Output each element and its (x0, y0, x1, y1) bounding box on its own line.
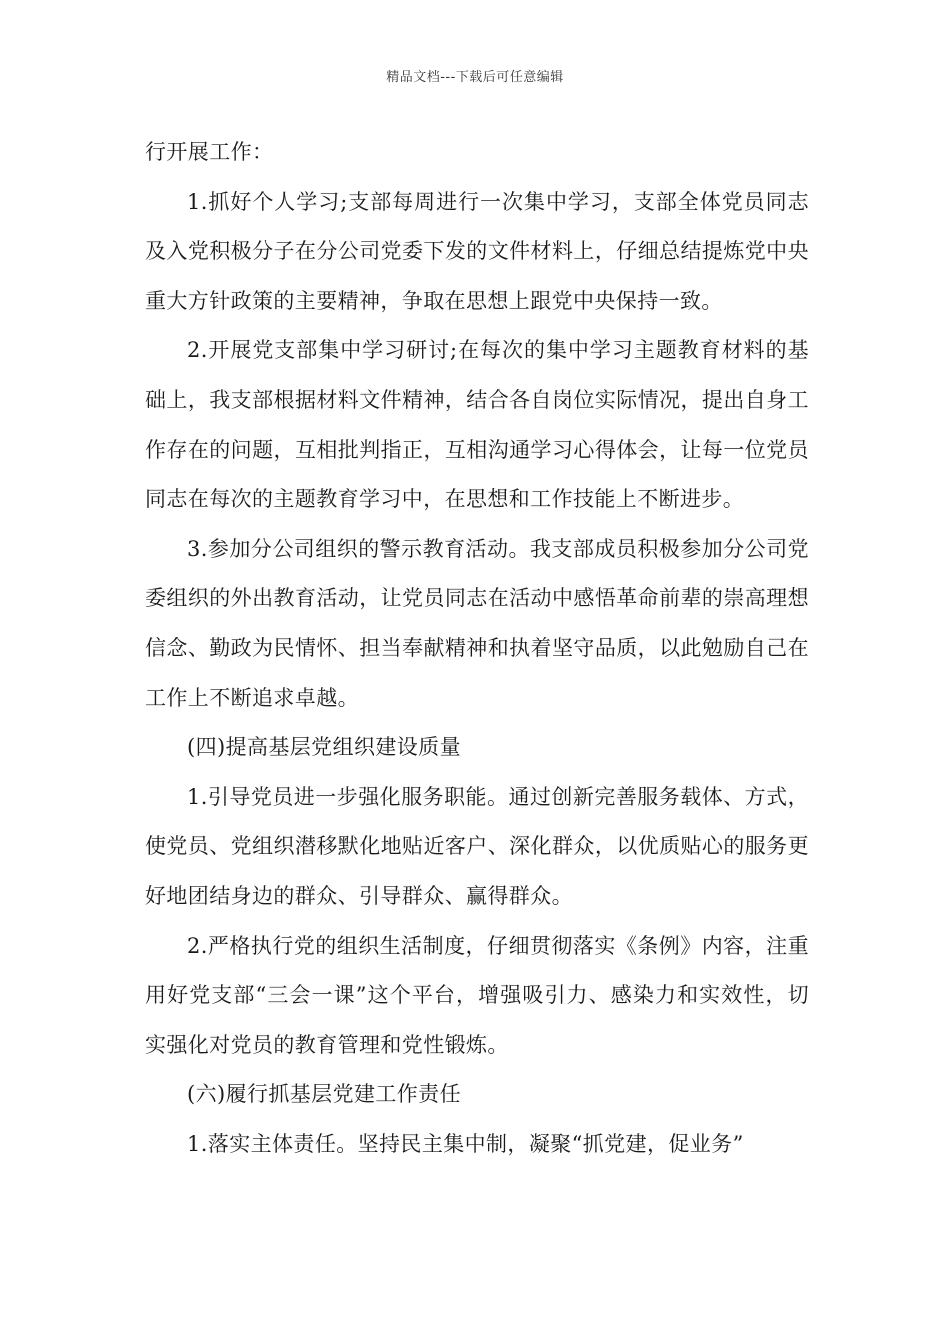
paragraph-item-3-warning-education: 3.参加分公司组织的警示教育活动。我支部成员积极参加分公司党委组织的外出教育活动，让党员同志在活动中感悟革命前辈的崇高理想信念、勤政为民情怀、担当奉献精神和执着坚守品质，以此勉励自己在工作上不断追求卓越。 (145, 536, 809, 710)
section-heading-6: (六)履行抓基层党建工作责任 (187, 1082, 461, 1107)
paragraph-item-1-study: 1.抓好个人学习;支部每周进行一次集中学习，支部全体党员同志及入党积极分子在分公司党委下发的文件材料上，仔细总结提炼党中央重大方针政策的主要精神，争取在思想上跟党中央保持一致。 (145, 189, 809, 313)
paragraph-item-2-discussion: 2.开展党支部集中学习研讨;在每次的集中学习主题教育材料的基础上，我支部根据材料文件精神，结合各自岗位实际情况，提出自身工作存在的问题，互相批判指正，互相沟通学习心得体会，让每一位党员同志在每次的主题教育学习中，在思想和工作技能上不断进步。 (145, 338, 809, 512)
document-body (145, 128, 809, 1169)
paragraph-item-2-organization-life: 2.严格执行党的组织生活制度，仔细贯彻落实《条例》内容，注重用好党支部“三会一课”这个平台，增强吸引力、感染力和实效性，切实强化对党员的教育管理和党性锻炼。 (145, 933, 809, 1057)
paragraph-item-1-service: 1.引导党员进一步强化服务职能。通过创新完善服务载体、方式，使党员、党组织潜移默化地贴近客户、深化群众，以优质贴心的服务更好地团结身边的群众、引导群众、赢得群众。 (145, 784, 809, 908)
paragraph-continuation: 行开展工作： (145, 140, 274, 164)
page-header: 精品文档---下载后可任意编辑 (386, 70, 564, 85)
section-heading-4: (四)提高基层党组织建设质量 (187, 735, 461, 760)
paragraph-item-1-responsibility: 1.落实主体责任。坚持民主集中制，凝聚“抓党建，促业务” (187, 1131, 744, 1156)
